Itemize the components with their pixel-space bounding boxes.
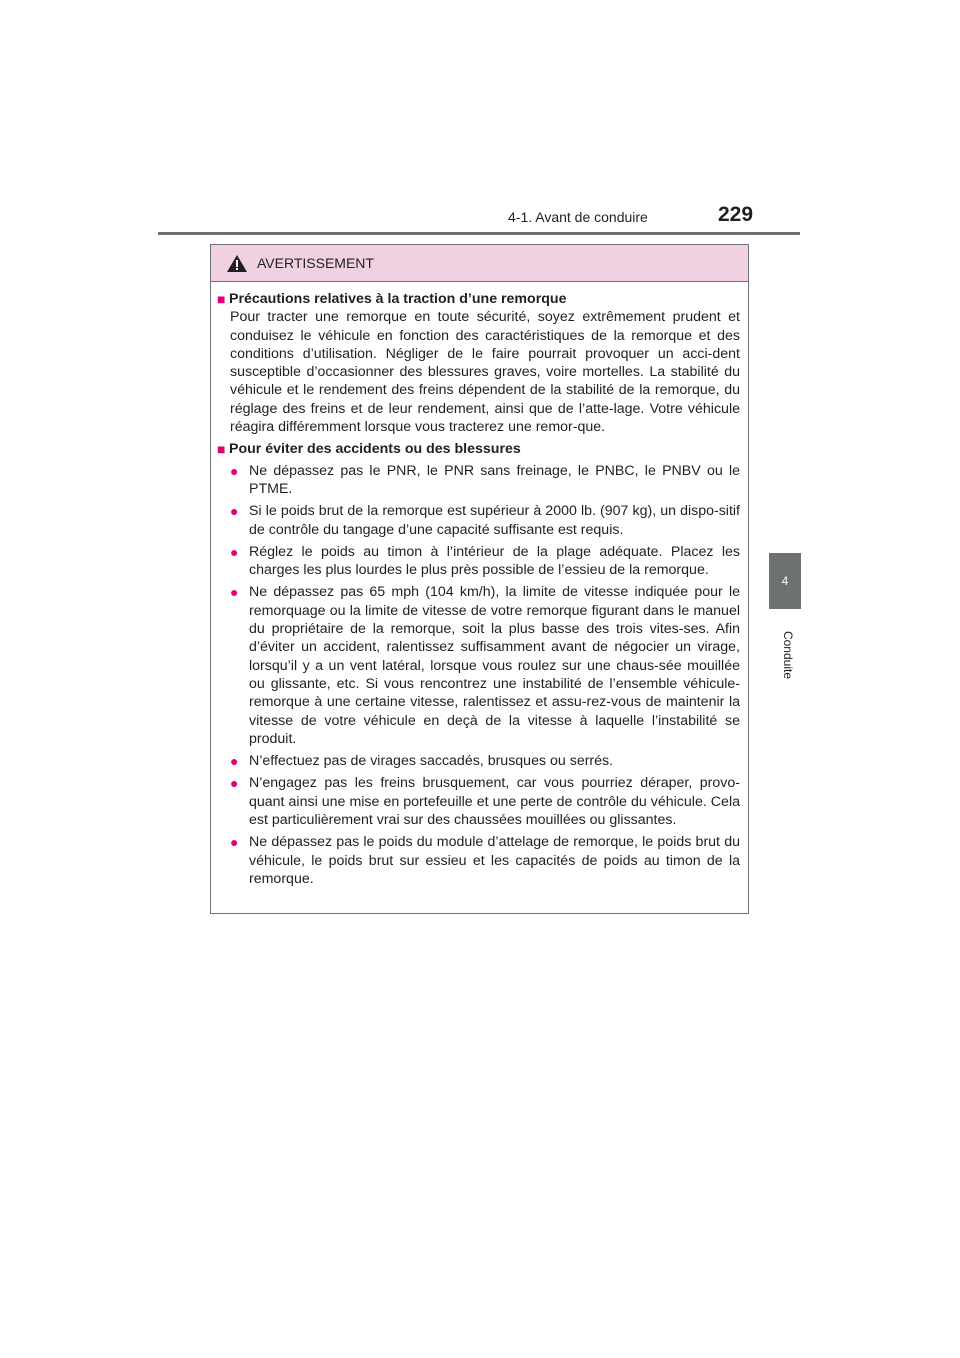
bullet-dot-icon: ● xyxy=(230,775,239,792)
bullet-dot-icon: ● xyxy=(230,462,239,479)
list-item xyxy=(229,583,740,748)
chapter-tab: 4 xyxy=(769,553,801,609)
section-text: Pour tracter une remorque en toute sécurité, soyez extrêmement prudent et conduisez le véhicule en fonction des caractéristiques de la remorque et des conditions d’utilisation. Négliger de le faire pourrait provoquer un acci-dent susceptible d’occasionner des blessures graves, voire mortelles. La stabilité du véhicule et le rendement des freins dépendent de la stabilité de la remorque, du réglage des freins et de leur rendement, ainsi que de l’atte-lage. Votre véhicule réagira différemment lorsque vous tracterez une remor-que. xyxy=(230,309,740,436)
list-item-text: Ne dépassez pas le poids du module d’attelage de remorque, le poids brut du véhicule, le poids brut sur essieu et les capacités de poids au timon de la remorque. xyxy=(249,834,740,887)
bullet-dot-icon: ● xyxy=(230,503,239,520)
section-avoid-accidents xyxy=(217,440,740,888)
square-bullet-icon: ■ xyxy=(217,441,226,458)
list-item xyxy=(229,543,740,580)
list-item-text: Ne dépassez pas le PNR, le PNR sans freinage, le PNBC, le PNBV ou le PTME. xyxy=(249,462,740,497)
warning-heading: AVERTISSEMENT xyxy=(257,255,374,271)
section-title: 4-1. Avant de conduire xyxy=(508,209,648,225)
chapter-label: Conduite xyxy=(781,630,795,680)
list-item-text: Réglez le poids au timon à l’intérieur de la plage adéquate. Placez les charges les plus lourdes le plus près possible de l’essieu de la remorque. xyxy=(249,543,740,579)
warning-triangle-icon xyxy=(227,255,247,272)
section-title: Précautions relatives à la traction d’une remorque xyxy=(229,291,567,307)
bullet-dot-icon: ● xyxy=(230,753,239,770)
bullet-dot-icon: ● xyxy=(230,543,239,560)
warning-box xyxy=(210,244,749,914)
bullet-dot-icon: ● xyxy=(230,834,239,851)
header-divider xyxy=(158,232,800,235)
list-item-text: N’engagez pas les freins brusquement, car vous pourriez déraper, provo-quant ainsi une mise en portefeuille et une perte de contrôle du véhicule. Cela est particulièrement vrai sur des chaussées mouillées ou glissantes. xyxy=(249,775,740,829)
list-item xyxy=(229,774,740,829)
list-item xyxy=(229,502,740,539)
list-item xyxy=(229,833,740,888)
list-item-text: N’effectuez pas de virages saccadés, brusques ou serrés. xyxy=(249,753,614,770)
list-item xyxy=(229,462,740,499)
bullet-dot-icon: ● xyxy=(230,584,239,601)
square-bullet-icon: ■ xyxy=(217,291,226,307)
section-title: Pour éviter des accidents ou des blessures xyxy=(229,441,521,458)
section-towing-precautions xyxy=(217,290,740,436)
list-item-text: Si le poids brut de la remorque est supérieur à 2000 lb. (907 kg), un dispo-sitif de contrôle du tangage d’une capacité suffisante est requis. xyxy=(249,503,740,538)
list-item-text: Ne dépassez pas 65 mph (104 km/h), la limite de vitesse indiquée pour le remorquage ou la limite de vitesse de votre remorque figurant dans le manuel du propriétaire de la remorque, soit la plus basse des trois vites-ses. Afin d’éviter un accident, ralentissez suffisamment avant de négocier un virage, lorsqu’il y a un vent latéral, lorsque vous roulez sur une chaus-sée mouillée ou glissante, etc. Si vous rencontrez une instabilité de l’ensemble véhicule-remorque à une certaine vitesse, ralentissez et assu-rez-vous de maintenir la vitesse de votre véhicule en deçà de la vitesse à laquelle l’instabilité se produit. xyxy=(249,584,740,747)
warning-header xyxy=(211,245,748,282)
page-number: 229 xyxy=(718,203,754,226)
list-item xyxy=(229,752,740,770)
warning-body xyxy=(211,282,748,888)
